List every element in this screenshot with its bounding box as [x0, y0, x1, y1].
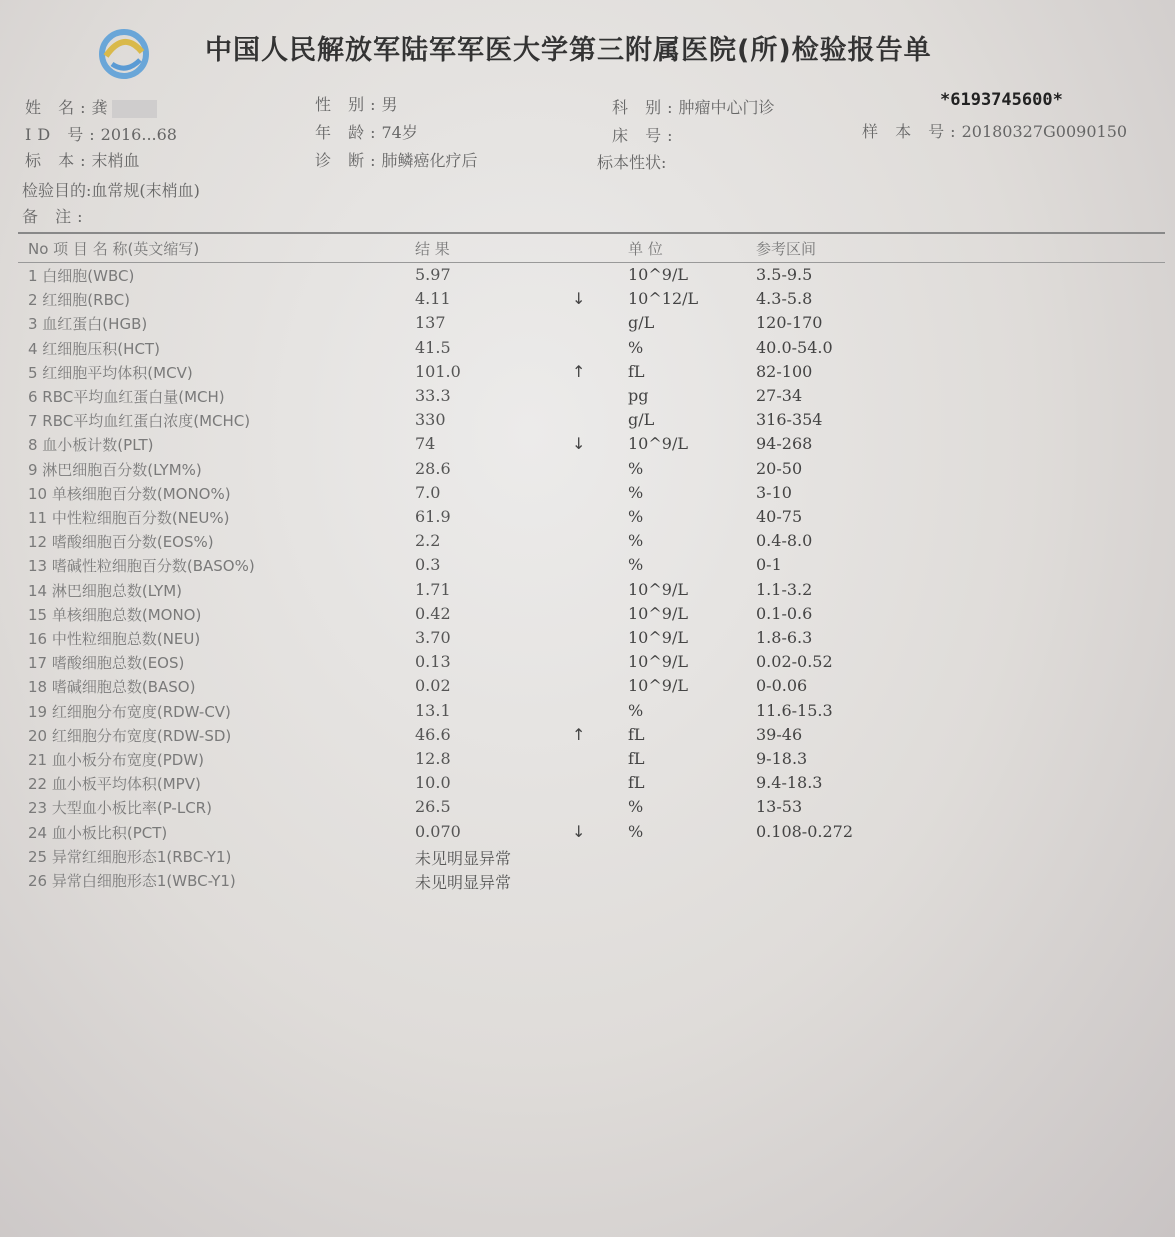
- test-unit: fL: [628, 361, 645, 381]
- test-name: 5 红细胞平均体积(MCV): [28, 363, 193, 382]
- table-row: [0, 870, 1175, 894]
- test-item-field: 检验目的:血常规(末梢血): [22, 181, 200, 200]
- reference-range: 1.8-6.3: [756, 628, 813, 647]
- table-row: [0, 507, 1175, 531]
- table-row: [0, 289, 1175, 313]
- test-unit: %: [628, 531, 644, 551]
- specimen-field: 标 本:末梢血: [25, 151, 140, 170]
- test-name: 1 白细胞(WBC): [28, 267, 135, 285]
- table-row: [0, 265, 1175, 289]
- test-name: 26 异常白细胞形态1(WBC-Y1): [28, 872, 236, 890]
- table-row: [0, 580, 1175, 604]
- reference-range: 11.6-15.3: [756, 700, 833, 720]
- test-result: 41.5: [415, 337, 451, 357]
- test-unit: 10^9/L: [628, 652, 688, 672]
- test-result: 3.70: [415, 628, 451, 647]
- id-field: ID 号:2016...68: [25, 125, 177, 144]
- test-unit: g/L: [628, 410, 655, 430]
- test-unit: %: [628, 482, 644, 502]
- table-row: [0, 701, 1175, 725]
- test-result: 137: [415, 313, 446, 333]
- test-unit: 10^9/L: [628, 579, 688, 599]
- hospital-logo-icon: [92, 26, 156, 82]
- test-result: 1.71: [415, 579, 451, 599]
- diagnosis-field: 诊 断:肺鳞癌化疗后: [315, 151, 478, 170]
- test-name: 20 红细胞分布宽度(RDW-SD): [28, 726, 232, 745]
- test-unit: %: [628, 458, 644, 478]
- reference-range: 94-268: [756, 434, 813, 454]
- test-unit: 10^12/L: [628, 289, 699, 309]
- test-unit: %: [628, 797, 644, 817]
- test-unit: 10^9/L: [628, 603, 688, 623]
- test-name: 10 单核细胞百分数(MONO%): [28, 484, 231, 503]
- table-row: [0, 531, 1175, 555]
- test-result: 5.97: [415, 265, 451, 284]
- reference-range: 3-10: [756, 482, 792, 502]
- reference-range: 9.4-18.3: [756, 773, 823, 793]
- reference-range: 120-170: [756, 313, 823, 333]
- test-name: 24 血小板比积(PCT): [28, 823, 168, 842]
- test-unit: fL: [628, 749, 645, 768]
- reference-range: 40-75: [756, 507, 803, 526]
- test-unit: %: [628, 821, 644, 841]
- test-unit: 10^9/L: [628, 434, 688, 454]
- table-top-divider: [18, 232, 1165, 234]
- name-field: 姓 名:龚: [25, 95, 157, 118]
- test-result: 0.3: [415, 555, 441, 575]
- table-row: [0, 604, 1175, 628]
- reference-range: 39-46: [756, 724, 803, 744]
- reference-range: 20-50: [756, 458, 803, 478]
- test-name: 19 红细胞分布宽度(RDW-CV): [28, 702, 231, 721]
- test-result: 0.02: [415, 676, 451, 696]
- specimen-state-field: 标本性状:: [597, 153, 667, 172]
- test-result: 0.42: [415, 603, 451, 623]
- test-name: 11 中性粒细胞百分数(NEU%): [28, 509, 230, 527]
- test-result: 26.5: [415, 797, 451, 817]
- test-name: 25 异常红细胞形态1(RBC-Y1): [28, 847, 232, 866]
- table-row: [0, 483, 1175, 507]
- reference-range: 3.5-9.5: [756, 265, 813, 284]
- test-name: 23 大型血小板比率(P-LCR): [28, 799, 212, 818]
- department-field: 科 别:肿瘤中心门诊: [612, 98, 775, 117]
- test-name: 8 血小板计数(PLT): [28, 436, 154, 455]
- test-result: 0.070: [415, 821, 461, 841]
- abnormal-flag: ↑: [572, 724, 586, 744]
- reference-range: 27-34: [756, 386, 803, 405]
- test-name: 3 血红蛋白(HGB): [28, 315, 148, 334]
- reference-range: 0.1-0.6: [756, 603, 813, 623]
- abnormal-flag: ↓: [572, 434, 586, 454]
- header-reference: 参考区间: [756, 240, 817, 258]
- test-name: 13 嗜碱性粒细胞百分数(BASO%): [28, 557, 255, 576]
- test-name: 6 RBC平均血红蛋白量(MCH): [28, 388, 225, 406]
- test-name: 4 红细胞压积(HCT): [28, 339, 160, 358]
- gender-field: 性 别:男: [315, 95, 398, 114]
- remark-field: 备 注:: [22, 207, 89, 226]
- reference-range: 13-53: [756, 797, 803, 817]
- age-field: 年 龄:74岁: [315, 123, 418, 142]
- test-result: 28.6: [415, 458, 451, 478]
- test-name: 16 中性粒细胞总数(NEU): [28, 630, 201, 648]
- test-result: 10.0: [415, 773, 451, 793]
- table-row: [0, 459, 1175, 483]
- header-item-name: No 项 目 名 称(英文缩写): [28, 240, 200, 258]
- reference-range: 0.108-0.272: [756, 821, 854, 841]
- test-name: 2 红细胞(RBC): [28, 291, 130, 310]
- reference-range: 0-1: [756, 555, 782, 575]
- reference-range: 4.3-5.8: [756, 289, 813, 309]
- test-name: 21 血小板分布宽度(PDW): [28, 751, 204, 769]
- test-result: 61.9: [415, 507, 451, 526]
- test-name: 12 嗜酸细胞百分数(EOS%): [28, 533, 214, 552]
- table-row: [0, 652, 1175, 676]
- sample-number-field: 样 本 号:20180327G0090150: [862, 122, 1128, 141]
- test-name: 22 血小板平均体积(MPV): [28, 775, 201, 794]
- test-result: 4.11: [415, 289, 451, 309]
- test-name: 9 淋巴细胞百分数(LYM%): [28, 460, 202, 479]
- abnormal-flag: ↓: [572, 289, 586, 309]
- reference-range: 316-354: [756, 410, 823, 430]
- test-name: 7 RBC平均血红蛋白浓度(MCHC): [28, 412, 251, 431]
- test-result: 13.1: [415, 700, 451, 720]
- test-unit: 10^9/L: [628, 676, 688, 696]
- test-result: 2.2: [415, 531, 441, 551]
- header-unit: 单 位: [628, 240, 663, 258]
- reference-range: 0.02-0.52: [756, 652, 833, 672]
- table-row: [0, 846, 1175, 870]
- test-result: 330: [415, 410, 446, 430]
- test-unit: pg: [628, 386, 649, 405]
- table-row: [0, 410, 1175, 434]
- reference-range: 9-18.3: [756, 749, 808, 768]
- test-result: 12.8: [415, 749, 451, 768]
- test-name: 17 嗜酸细胞总数(EOS): [28, 654, 185, 673]
- test-result: 33.3: [415, 386, 451, 405]
- test-name: 15 单核细胞总数(MONO): [28, 605, 202, 624]
- abnormal-flag: ↓: [572, 821, 586, 841]
- table-row: [0, 822, 1175, 846]
- table-row: [0, 313, 1175, 337]
- table-row: [0, 676, 1175, 700]
- test-unit: %: [628, 700, 644, 720]
- test-result: 未见明显异常: [415, 848, 512, 868]
- test-result: 46.6: [415, 724, 451, 744]
- test-result: 74: [415, 434, 436, 454]
- table-row: [0, 773, 1175, 797]
- reference-range: 0.4-8.0: [756, 531, 813, 551]
- test-unit: g/L: [628, 313, 655, 333]
- reference-range: 0-0.06: [756, 676, 808, 696]
- barcode-id: *6193745600*: [940, 90, 1063, 110]
- test-unit: 10^9/L: [628, 628, 688, 647]
- table-row: [0, 555, 1175, 579]
- test-unit: fL: [628, 773, 645, 793]
- test-unit: %: [628, 507, 644, 526]
- bed-field: 床 号:: [612, 126, 679, 145]
- test-unit: 10^9/L: [628, 265, 688, 284]
- test-result: 101.0: [415, 361, 461, 381]
- table-row: [0, 749, 1175, 773]
- table-row: [0, 386, 1175, 410]
- test-unit: fL: [628, 724, 645, 744]
- test-name: 18 嗜碱细胞总数(BASO): [28, 678, 196, 697]
- test-result: 7.0: [415, 482, 441, 502]
- table-header-divider: [18, 262, 1165, 263]
- test-result: 0.13: [415, 652, 451, 672]
- test-unit: %: [628, 555, 644, 575]
- test-name: 14 淋巴细胞总数(LYM): [28, 581, 183, 600]
- header-result: 结 果: [415, 240, 450, 258]
- table-row: [0, 725, 1175, 749]
- test-result: 未见明显异常: [415, 873, 512, 892]
- reference-range: 82-100: [756, 361, 813, 381]
- reference-range: 1.1-3.2: [756, 579, 813, 599]
- report-title: 中国人民解放军陆军军医大学第三附属医院(所)检验报告单: [205, 35, 932, 66]
- table-row: [0, 434, 1175, 458]
- table-row: [0, 628, 1175, 652]
- test-unit: %: [628, 337, 644, 357]
- abnormal-flag: ↑: [572, 361, 586, 381]
- table-row: [0, 362, 1175, 386]
- table-row: [0, 338, 1175, 362]
- table-row: [0, 797, 1175, 821]
- reference-range: 40.0-54.0: [756, 337, 833, 357]
